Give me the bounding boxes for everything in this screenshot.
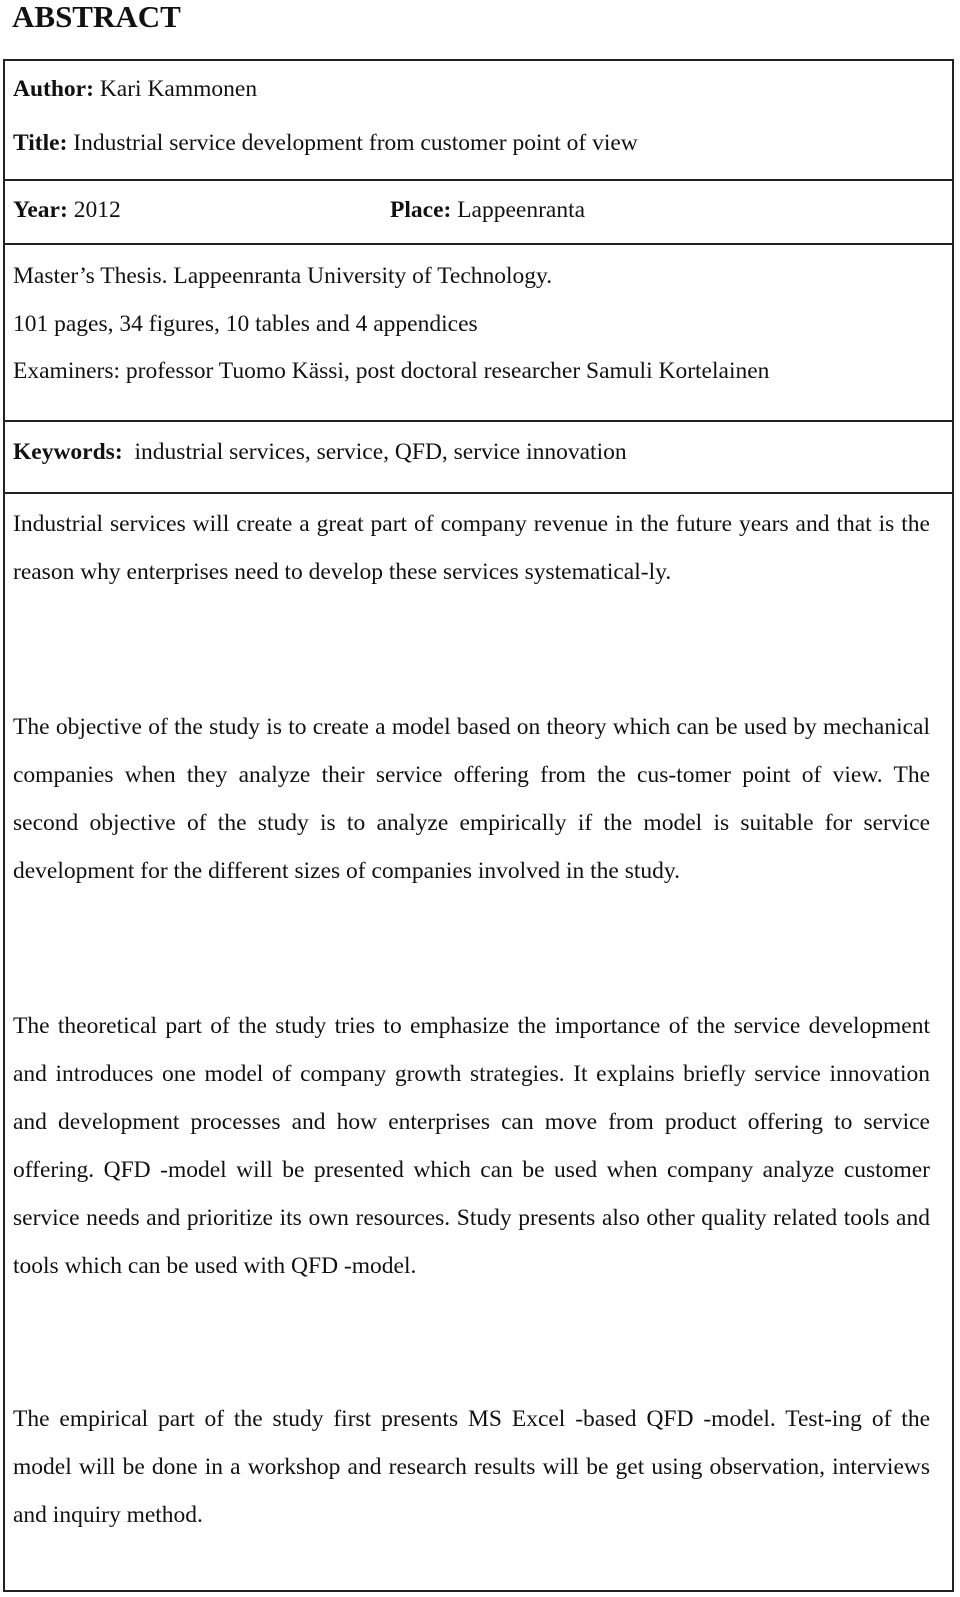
keywords-value: industrial services, service, QFD, service innovation — [134, 439, 627, 465]
abstract-paragraph: The theoretical part of the study tries to emphasize the importance of the service development and introduces one model of company growth strategies. It explains briefly service innovation and development processes and how enterprises can move from product offering to service offering. QFD -model will be presented which can be used when company analyze customer service needs and prioritize its own resources. Study presents also other quality related tools and tools which can be used with QFD -model. — [13, 1013, 930, 1279]
abstract-paragraph: Industrial services will create a great part of company revenue in the future years and that is the reason why enterprises need to develop these services systematical-ly. — [13, 511, 930, 585]
divider — [3, 179, 954, 181]
author-label: Author: — [13, 76, 94, 102]
place-row — [390, 195, 585, 225]
title-row — [13, 128, 638, 158]
title-value: Industrial service development from customer point of view — [73, 130, 638, 156]
divider — [3, 492, 954, 494]
place-label: Place: — [390, 197, 452, 223]
author-value: Kari Kammonen — [99, 76, 258, 102]
year-value: 2012 — [73, 197, 121, 223]
thesis-line: Master’s Thesis. Lappeenranta University of Technology. — [13, 263, 553, 289]
year-label: Year: — [13, 197, 68, 223]
examiners-line: Examiners: professor Tuomo Kässi, post doctoral researcher Samuli Kortelainen — [13, 358, 770, 384]
abstract-paragraph: The objective of the study is to create a model based on theory which can be used by mechanical companies when they analyze their service offering from the cus-tomer point of view. The second objective of the study is to analyze empirically if the model is suitable for service development for the different sizes of companies involved in the study. — [13, 714, 930, 884]
abstract-paragraph: The empirical part of the study first presents MS Excel -based QFD -model. Test-ing of the model will be done in a workshop and research results will be get using observation, interviews and inquiry method. — [13, 1406, 930, 1528]
year-row — [13, 195, 121, 225]
page-heading: ABSTRACT — [12, 0, 181, 34]
keywords-row — [13, 437, 627, 467]
divider — [3, 420, 954, 422]
author-row — [13, 74, 257, 104]
title-label: Title: — [13, 130, 68, 156]
pages-line: 101 pages, 34 figures, 10 tables and 4 appendices — [13, 311, 478, 337]
place-value: Lappeenranta — [457, 197, 586, 223]
divider — [3, 243, 954, 245]
keywords-label: Keywords: — [13, 439, 123, 465]
